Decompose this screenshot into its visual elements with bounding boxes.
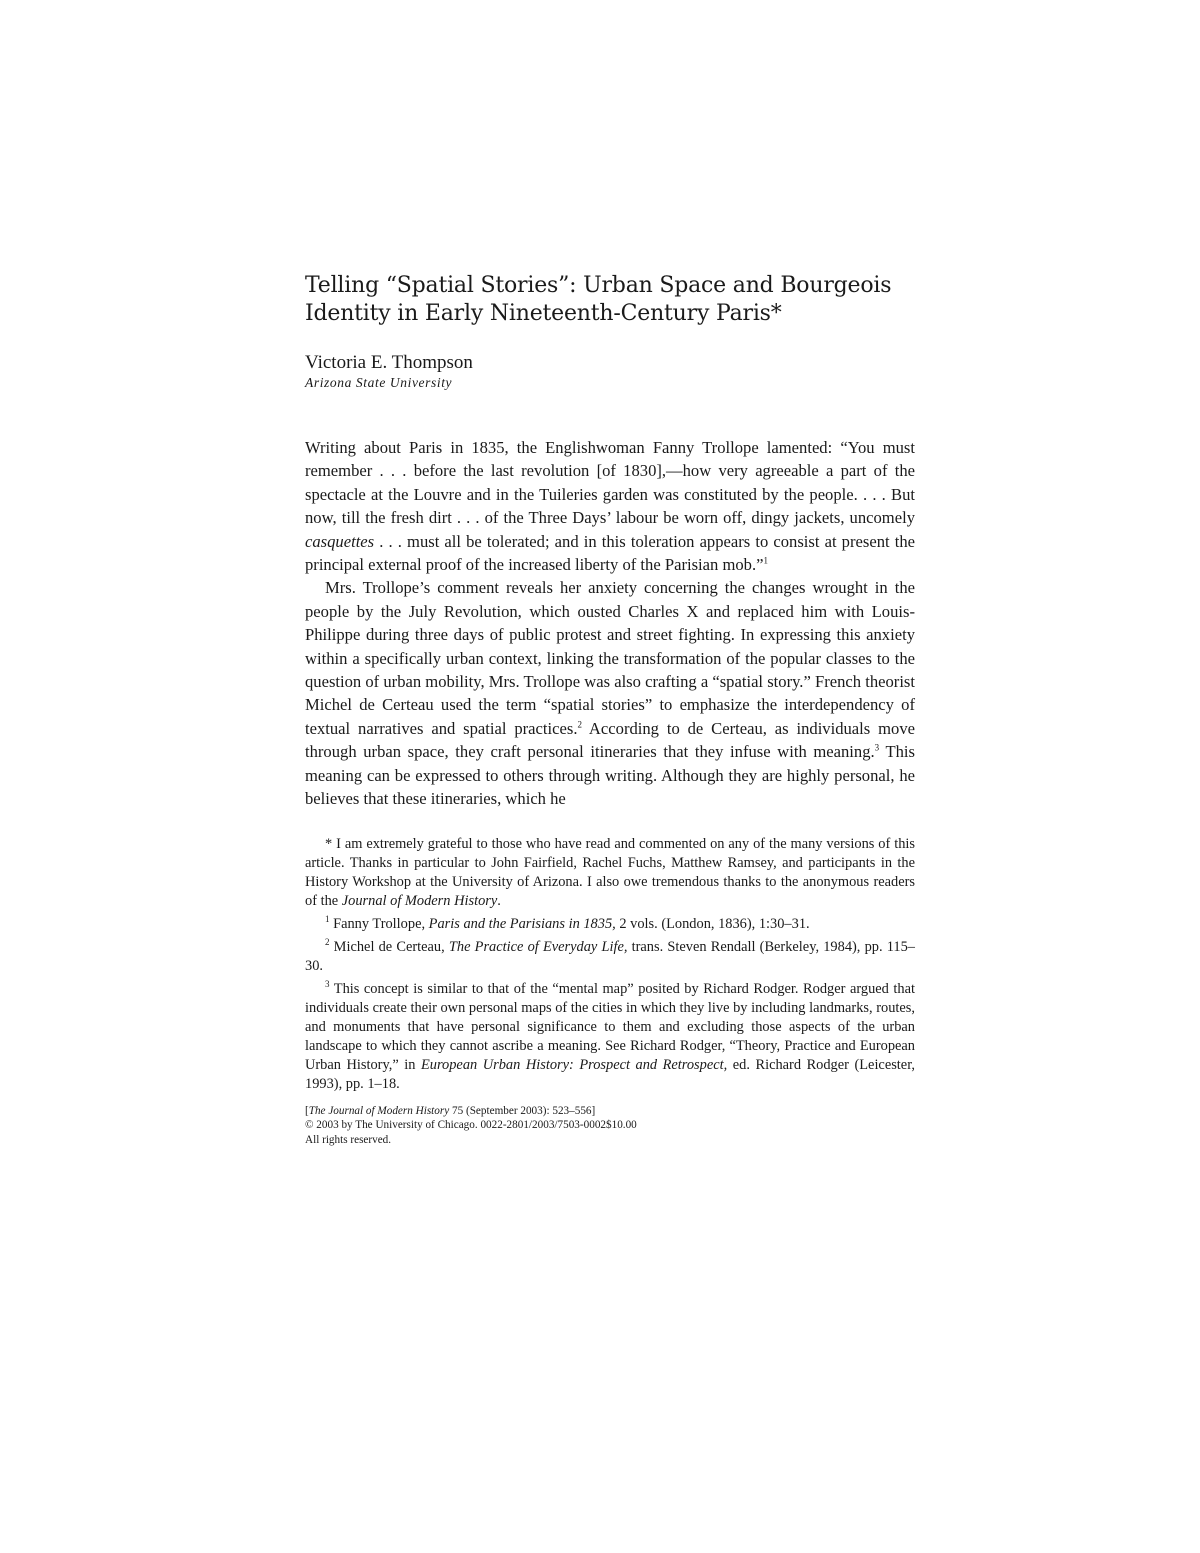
footnote-star-italic: Journal of Modern History	[341, 892, 498, 909]
article-title-line-1: Telling “Spatial Stories”: Urban Space and Bourgeois	[305, 273, 892, 298]
article-title-line-2: Identity in Early Nineteenth-Century Paris*	[305, 301, 782, 326]
footnote-2-text-a: Michel de Certeau,	[329, 938, 449, 955]
footnote-star-text-b: .	[497, 892, 501, 909]
footnote-3-text-b: ed. Richard Rodger (Leicester, 1993), pp. 1–18.	[305, 1056, 916, 1092]
body-paragraph-1	[305, 436, 915, 576]
footnotes	[305, 835, 915, 1094]
author-affiliation: Arizona State University	[305, 375, 453, 390]
p1-italic-term: casquettes	[305, 531, 375, 551]
footnote-star	[305, 835, 915, 911]
footnote-star-text-a: I am extremely grateful to those who have read and commented on any of the many versions of this article. Thanks in particular to John Fairfield, Rachel Fuchs, Matthew Ramsey, and participants in the History Workshop at the University of Arizona. I also owe tremendous thanks to the anonymous readers of the	[305, 835, 915, 909]
rights-line: All rights reserved.	[305, 1133, 392, 1146]
citation-open-bracket: [	[305, 1104, 309, 1117]
citation-line	[305, 1104, 915, 1119]
body-paragraph-2	[305, 576, 915, 810]
footnote-2-mark: 2	[325, 936, 330, 947]
footnote-3	[305, 980, 915, 1094]
p2-text-b: According to de Certeau, as individuals move through urban space, they craft personal itineraries that they infuse with meaning.	[305, 718, 915, 762]
footnote-2-italic: The Practice of Everyday Life,	[448, 938, 628, 955]
copyright-line: © 2003 by The University of Chicago. 0022-2801/2003/7503-0002$10.00	[305, 1119, 637, 1131]
journal-citation	[305, 1104, 915, 1148]
footnote-3-text-a: This concept is similar to that of the “mental map” posited by Richard Rodger. Rodger argued that individuals create their own personal maps of the cities in which they live by including landmarks, routes, and monuments that have personal significance to them and excluding those aspects of the urban landscape to which they cannot ascribe a meaning. See Richard Rodger, “Theory, Practice and European Urban History,” in	[305, 980, 915, 1073]
footnote-3-mark: 3	[325, 978, 330, 989]
footnote-1-italic: Paris and the Parisians in 1835,	[428, 915, 616, 932]
p2-text-c: This meaning can be expressed to others through writing. Although they are highly personal, he believes that these itineraries, which he	[305, 742, 916, 809]
footnote-1-text-b: 2 vols. (London, 1836), 1:30–31.	[615, 915, 810, 932]
author-name: Victoria E. Thompson	[305, 352, 473, 373]
article-title	[305, 272, 915, 328]
footnote-2-text-b: trans. Steven Rendall (Berkeley, 1984), pp. 115–30.	[305, 938, 915, 974]
p1-text-a: Writing about Paris in 1835, the Englishwoman Fanny Trollope lamented: “You must remember . . . before the last revolution [of 1830],—how very agreeable a part of the spectacle at the Louvre and in the Tuileries garden was constituted by the people. . . . But now, till the fresh dirt . . . of the Three Days’ labour be worn off, dingy jackets, uncomely	[305, 438, 915, 528]
footnote-1	[305, 915, 915, 934]
footnote-3-italic: European Urban History: Prospect and Retrospect,	[420, 1056, 728, 1073]
citation-issue: 75 (September 2003): 523–556]	[449, 1104, 596, 1117]
footnote-2	[305, 938, 915, 976]
footnote-star-mark: *	[325, 835, 333, 852]
footnote-ref-3: 3	[874, 742, 880, 753]
citation-journal-name: The Journal of Modern History	[308, 1104, 450, 1117]
footnote-1-text-a: Fanny Trollope,	[329, 915, 429, 932]
article-page	[305, 272, 915, 1147]
article-body	[305, 436, 915, 811]
footnote-1-mark: 1	[325, 913, 330, 924]
footnote-ref-2: 2	[577, 719, 582, 730]
p1-text-b: . . . must all be tolerated; and in this toleration appears to consist at present the principal external proof of the increased liberty of the Parisian mob.”	[305, 531, 915, 575]
footnote-ref-1: 1	[763, 555, 768, 566]
p2-text-a: Mrs. Trollope’s comment reveals her anxiety concerning the changes wrought in the people by the July Revolution, which ousted Charles X and replaced him with Louis-Philippe during three days of public protest and street fighting. In expressing this anxiety within a specifically urban context, linking the transformation of the popular classes to the question of urban mobility, Mrs. Trollope was also crafting a “spatial story.” French theorist Michel de Certeau used the term “spatial stories” to emphasize the interdependency of textual narratives and spatial practices.	[305, 578, 915, 738]
